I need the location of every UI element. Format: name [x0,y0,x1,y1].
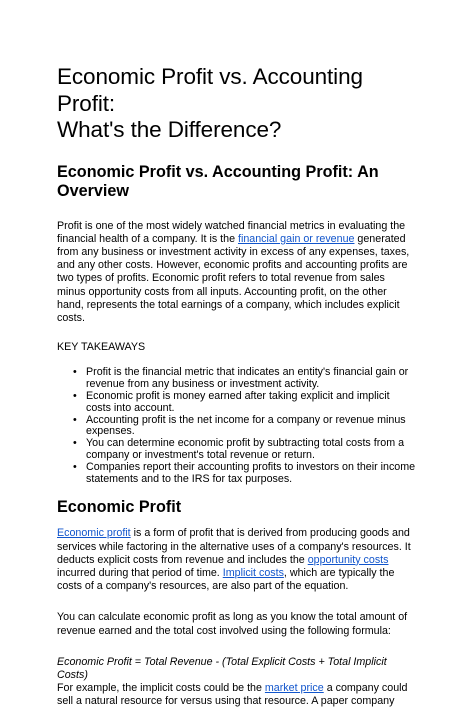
title-line-2: What's the Difference? [57,117,282,142]
title-line-1: Economic Profit vs. Accounting Profit: [57,64,363,116]
list-item [73,438,416,462]
takeaway-text: Economic profit is money earned after taking explicit and implicit costs into account. [86,389,390,414]
list-item [73,415,416,439]
economic-text-2: incurred during that period of time. [57,566,223,579]
calculation-paragraph: You can calculate economic profit as long as you know the total amount of revenue earned and the total cost involved using the following formula: [57,611,408,637]
bullet-icon: • [73,366,77,379]
economic-profit-heading: Economic Profit [57,498,182,517]
page-title [57,64,416,144]
link-financial-gain[interactable]: financial gain or revenue [238,232,355,245]
link-economic-profit[interactable]: Economic profit [57,527,131,540]
link-implicit-costs[interactable]: Implicit costs [222,566,284,579]
bullet-icon: • [73,437,77,450]
takeaway-text: You can determine economic profit by subtracting total costs from a company or investment's total revenue or return. [86,437,405,461]
bullet-icon: • [73,413,77,426]
takeaway-text: Profit is the financial metric that indicates an entity's financial gain or revenue from any business or investment activity. [86,366,409,391]
overview-heading: Economic Profit vs. Accounting Profit: An Overview [57,162,379,200]
takeaway-text: Companies report their accounting profits to investors on their income statements and to the IRS for tax purposes. [86,460,416,485]
overview-paragraph [57,220,416,326]
takeaway-text: Accounting profit is the net income for a company or revenue minus expenses. [86,413,406,438]
list-item [73,391,416,415]
link-opportunity-costs[interactable]: opportunity costs [307,553,389,566]
list-item [73,367,416,391]
overview-text-2: generated from any business or investment activity in excess of any expenses, taxes, and any other costs. However, economic profits and accounting profits are two types of profits. Economic profit refers to total revenue from sales minus opportunity costs from all inputs. Accounting profit, on the other hand, represents the total earnings of a company, which includes explicit costs. [57,232,410,324]
key-takeaways-label: KEY TAKEAWAYS [57,341,146,354]
example-text-1: For example, the implicit costs could be the [57,682,265,695]
overview-text-1: Profit is one of the most widely watched financial metrics in evaluating the financial health of a company. It is the [57,219,406,245]
key-takeaways-list [57,367,416,485]
formula-paragraph [57,656,416,709]
example-text-2: a company could sell a natural resource for versus using that resource. A paper company [57,682,408,708]
economic-text-3: , which are typically the costs of a company's resources, are also part of the equation. [57,566,395,593]
economic-text-1: is a form of profit that is derived from producing goods and services while factoring in the alternative uses of a company's resources. It deducts explicit costs from revenue and includes the [57,527,411,566]
bullet-icon: • [73,460,77,473]
bullet-icon: • [73,389,77,402]
list-item [73,462,416,486]
economic-profit-paragraph [57,527,416,593]
formula-text: Economic Profit = Total Revenue - (Total Explicit Costs + Total Implicit Costs) [57,655,387,681]
link-market-price[interactable]: market price [264,682,324,695]
